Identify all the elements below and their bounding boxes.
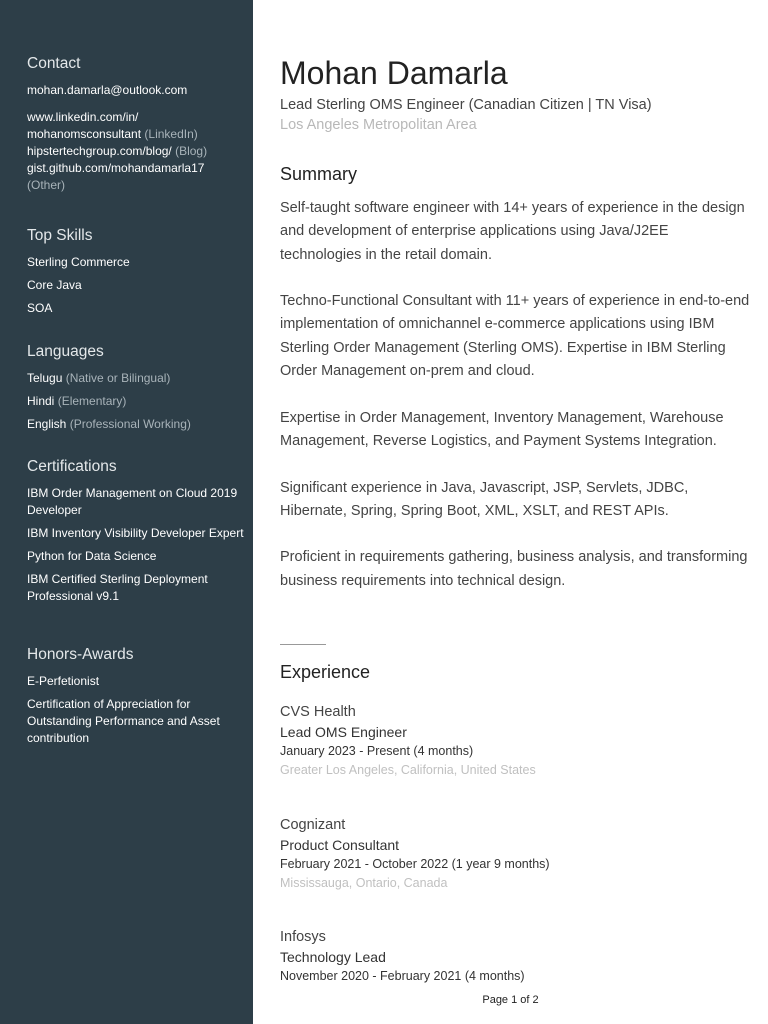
skill-item: Core Java: [27, 278, 82, 292]
certification-item: IBM Certified Sterling Deployment Professional v9.1: [27, 572, 208, 603]
sidebar: [0, 0, 253, 1024]
honors-heading: Honors-Awards: [27, 646, 134, 663]
skill-item: SOA: [27, 301, 53, 315]
contact-heading: Contact: [27, 55, 81, 72]
profile-location: Los Angeles Metropolitan Area: [280, 117, 477, 133]
honor-item: E-Perfetionist: [27, 674, 100, 688]
certifications-section: [27, 457, 245, 605]
honors-section: [27, 645, 245, 747]
experience-company: CVS Health: [280, 704, 356, 720]
page-number: Page 1 of 2: [482, 994, 539, 1006]
experience-entry: [280, 702, 750, 780]
experience-title: Product Consultant: [280, 837, 400, 853]
experience-title: Lead OMS Engineer: [280, 724, 407, 740]
experience-entry: [280, 927, 750, 986]
certification-item: IBM Inventory Visibility Developer Expert: [27, 526, 244, 540]
summary-paragraph: Significant experience in Java, Javascript, JSP, Servlets, JDBC, Hibernate, Spring, Spring Boot, XML, XSLT, and REST APIs.: [280, 479, 689, 519]
experience-title: Technology Lead: [280, 949, 386, 965]
linkedin-link[interactable]: www.linkedin.com/in/ mohanomsconsultant (LinkedIn): [27, 110, 198, 141]
top-skills-section: [27, 226, 245, 317]
experience-dates: January 2023 - Present (4 months): [280, 744, 474, 758]
contact-section: [27, 54, 245, 194]
section-divider: [280, 644, 326, 645]
experience-company: Cognizant: [280, 817, 346, 833]
certification-item: IBM Order Management on Cloud 2019 Developer: [27, 486, 238, 517]
certification-item: Python for Data Science: [27, 549, 157, 563]
honor-item: Certification of Appreciation for Outstanding Performance and Asset contribution: [27, 697, 220, 745]
experience-heading: Experience: [280, 662, 371, 682]
experience-location: Mississauga, Ontario, Canada: [280, 876, 448, 890]
experience-entry: [280, 815, 750, 893]
experience-dates: February 2021 - October 2022 (1 year 9 months): [280, 857, 550, 871]
language-item: Hindi (Elementary): [27, 394, 127, 408]
languages-section: [27, 342, 245, 433]
skill-item: Sterling Commerce: [27, 255, 130, 269]
profile-name: Mohan Damarla: [280, 55, 508, 91]
blog-link[interactable]: hipstertechgroup.com/blog/ (Blog): [27, 144, 208, 158]
summary-paragraph: Self-taught software engineer with 14+ years of experience in the design and development of enterprise applications using Java/J2EE technologies in the retail domain.: [280, 200, 745, 263]
profile-headline: Lead Sterling OMS Engineer (Canadian Citizen | TN Visa): [280, 97, 652, 113]
summary-paragraph: Proficient in requirements gathering, business analysis, and transforming business requirements into technical design.: [280, 549, 748, 589]
language-item: English (Professional Working): [27, 417, 191, 431]
summary-paragraph: Expertise in Order Management, Inventory Management, Warehouse Management, Reverse Logistics, and Payment Systems Integration.: [280, 409, 724, 449]
top-skills-heading: Top Skills: [27, 227, 93, 244]
experience-location: Greater Los Angeles, California, United States: [280, 763, 536, 777]
certifications-heading: Certifications: [27, 458, 117, 475]
summary-heading: Summary: [280, 164, 358, 184]
summary-paragraph: Techno-Functional Consultant with 11+ years of experience in end-to-end implementation of omnichannel e-commerce applications using IBM Sterling Order Management (Sterling OMS). Expertise in IBM Sterling Order Management on-prem and cloud.: [280, 293, 750, 380]
contact-email[interactable]: mohan.damarla@outlook.com: [27, 83, 188, 97]
experience-company: Infosys: [280, 929, 326, 945]
experience-dates: November 2020 - February 2021 (4 months): [280, 969, 525, 983]
github-link[interactable]: gist.github.com/mohandamarla17 (Other): [27, 161, 205, 192]
language-item: Telugu (Native or Bilingual): [27, 371, 171, 385]
summary-text: [280, 197, 750, 616]
languages-heading: Languages: [27, 343, 104, 360]
